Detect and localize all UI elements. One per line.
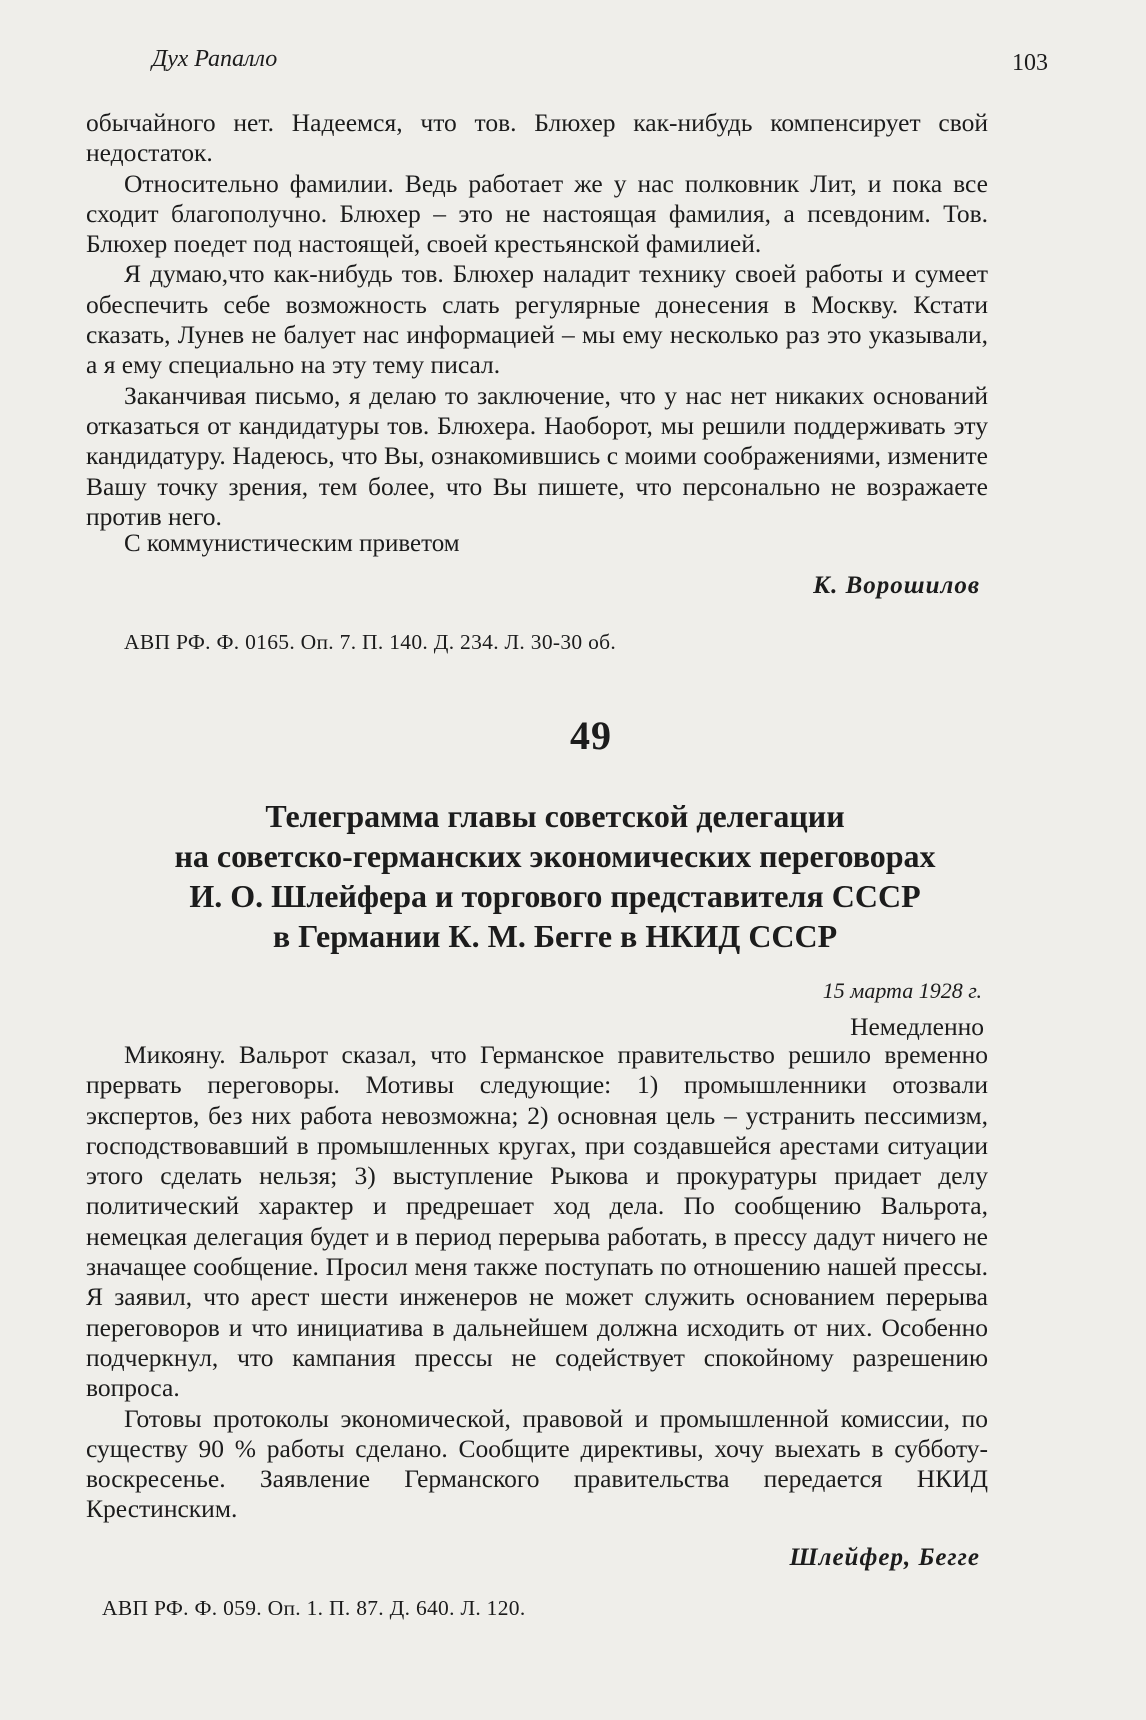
document-title-line: Телеграмма главы советской делегации	[265, 798, 845, 834]
letter-closing: С коммунистическим приветом	[124, 530, 460, 557]
letter-archive-reference: АВП РФ. Ф. 0165. Оп. 7. П. 140. Д. 234. Л. 30-30 об.	[124, 630, 617, 654]
letter-paragraph: Я думаю,что как-нибудь тов. Блюхер наладит технику своей работы и сумеет обеспечить себе возможность слать регулярные донесения в Москву. Кстати сказать, Лунев не балует нас информацией – мы ему несколько раз это указывали, а я ему специально на эту тему писал.	[86, 259, 988, 380]
urgency-marker: Немедленно	[850, 1012, 984, 1041]
telegram-paragraph: Микояну. Вальрот сказал, что Германское правительство решило временно прервать переговоры. Мотивы следующие: 1) промышленники отозвали экспертов, без них работа невозможна; 2) основная цель – устранить пессимизм, господствовавший в промышленных кругах, при создавшейся арестами ситуации этого сделать нельзя; 3) выступление Рыкова и прокуратуры придает делу политический характер и предрешает ход дела. По сообщению Вальрота, немецкая делегация будет и в период перерыва работать, в прессу дадут ничего не значащее сообщение. Просил меня также поступать по отношению нашей прессы. Я заявил, что арест шести инженеров не может служить основанием перерыва переговоров и что инициатива в дальнейшем должна исходить от них. Особенно подчеркнул, что кампания прессы не содействует спокойному разрешению вопроса.	[86, 1040, 988, 1403]
letter-paragraph: Заканчивая письмо, я делаю то заключение, что у нас нет никаких оснований отказаться от кандидатуры тов. Блюхера. Наоборот, мы решили поддерживать эту кандидатуру. Надеюсь, что Вы, ознакомившись с моими соображениями, измените Вашу точку зрения, тем более, что Вы пишете, что персонально не возражаете против него.	[86, 380, 988, 531]
telegram-signature: Шлейфер, Бегге	[789, 1544, 980, 1571]
document-title-line: в Германии К. М. Бегге в НКИД СССР	[272, 918, 838, 954]
letter-signature: К. Ворошилов	[813, 572, 980, 599]
running-title: Дух Рапалло	[152, 46, 278, 72]
letter-paragraph: Относительно фамилии. Ведь работает же у нас полковник Лит, и пока все сходит благополучно. Блюхер – это не настоящая фамилия, а псевдоним. Тов. Блюхер поедет под настоящей, своей крестьянской фамилией.	[86, 168, 988, 259]
document-title	[86, 796, 988, 956]
letter-body	[86, 108, 988, 532]
page-number: 103	[1012, 50, 1048, 76]
document-title-line: на советско-германских экономических переговорах	[174, 838, 936, 874]
telegram-archive-reference: АВП РФ. Ф. 059. Оп. 1. П. 87. Д. 640. Л. 120.	[102, 1596, 526, 1620]
letter-paragraph: обычайного нет. Надеемся, что тов. Блюхер как-нибудь компенсирует свой недостаток.	[86, 108, 988, 168]
document-title-line: И. О. Шлейфера и торгового представителя СССР	[189, 878, 921, 914]
document-number: 49	[570, 713, 612, 758]
telegram-body	[86, 1040, 988, 1525]
telegram-paragraph: Готовы протоколы экономической, правовой и промышленной комиссии, по существу 90 % работы сделано. Сообщите директивы, хочу выехать в субботу-воскресенье. Заявление Германского правительства передается НКИД Крестинским.	[86, 1403, 988, 1524]
document-date: 15 марта 1928 г.	[822, 978, 982, 1003]
